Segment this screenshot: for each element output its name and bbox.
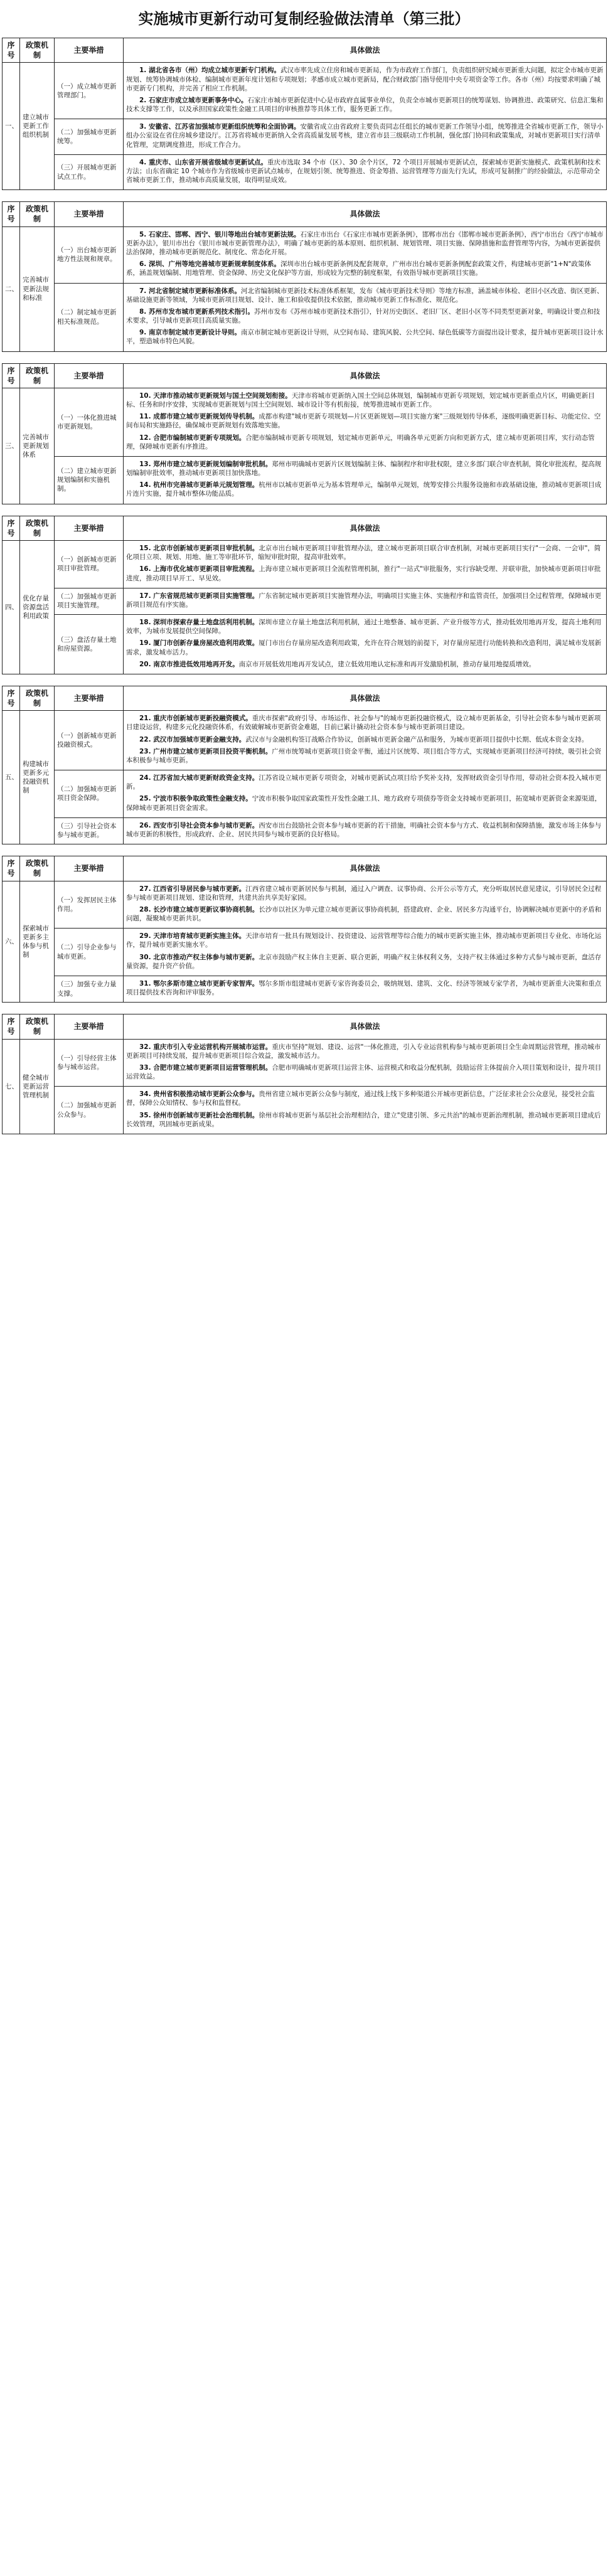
practice-item [126,774,604,791]
practice-title: 32. 重庆市引入专业运营机构开展城市运营。 [139,1043,272,1051]
practice-description: 天津市培育一批具有规划设计、投资建设、运营管理等综合能力的城市更新实施主体，推动城市更新项目专业化、市场化运作，提升城市更新实施水平。 [126,932,602,949]
measure-details [124,1087,607,1134]
practice-title: 13. 郑州市建立城市更新规划编制审批机制。 [139,460,272,468]
practice-description: 南京市制定城市更新设计导则，从空间布局、建筑风貌、公共空间、绿色低碳等方面提出设计要求，提升城市更新项目设计水平，塑造城市特色风貌。 [126,329,604,346]
practice-title: 33. 合肥市建立城市更新项目运营管理机制。 [139,1063,272,1072]
practice-description: 江苏省设立城市更新专项资金，对城市更新试点项目给予奖补支持，发挥财政资金引导作用，带动社会资本投入城市更新。 [126,774,602,791]
header-mechanism: 政策机制 [20,516,55,540]
practice-description: 宁波市积极争取国家政策性开发性金融工具、地方政府专项债券等资金支持城市更新项目，拓宽城市更新资金来源渠道，保障城市更新项目资金需求。 [126,795,602,812]
header-measures: 主要举措 [55,1014,124,1039]
main-measure: （二）建立城市更新规划编制和实施机制。 [55,456,124,504]
header-measures: 主要举措 [55,686,124,710]
measure-details [124,63,607,119]
practice-item [126,735,604,744]
practice-description: 长沙市以社区为单元建立城市更新议事协商机制，搭建政府、企业、居民多方沟通平台，协调解决城市更新中的矛盾和问题，凝聚城市更新共识。 [126,905,602,923]
header-seq: 序号 [3,202,20,226]
practice-title: 30. 北京市推动产权主体参与城市更新。 [139,953,259,961]
header-mechanism: 政策机制 [20,856,55,881]
main-measure: （二）引导企业参与城市更新。 [55,929,124,976]
practice-item [126,1063,604,1081]
measure-row [3,456,607,504]
header-mechanism: 政策机制 [20,363,55,388]
section-number: 五、 [3,711,20,844]
policy-mechanism: 健全城市更新运营管理机制 [20,1039,55,1134]
measure-details [124,770,607,818]
section-number: 四、 [3,541,20,674]
practice-item [126,714,604,732]
header-seq: 序号 [3,363,20,388]
main-measure: （一）发挥居民主体作用。 [55,881,124,929]
section-table [2,363,607,504]
practice-description: 天津市将城市更新纳入国土空间总体规划，编制城市更新专项规划，划定城市更新重点片区，明确更新目标、任务和时序安排，实现城市更新规划与国土空间规划、城市设计等有机衔接，统筹推进城市更新工作。 [126,391,595,409]
practice-item [126,592,604,609]
measure-row [3,226,607,283]
measure-details [124,929,607,976]
practice-item [126,885,604,902]
practice-item [126,618,604,636]
practice-title: 31. 鄂尔多斯市建立城市更新专家智库。 [139,979,259,987]
practice-description: 徐州市将城市更新与基层社会治理相结合，建立"党建引领、多元共治"的城市更新治理机制，推动城市更新项目建成后长效管理，巩固城市更新成果。 [126,1111,601,1128]
main-measure: （二）加强城市更新公众参与。 [55,1087,124,1134]
practice-item [126,434,604,451]
measure-details [124,154,607,190]
practice-title: 24. 江苏省加大城市更新财政资金支持。 [139,774,259,782]
practice-description: 江西省建立城市更新居民参与机制，通过入户调查、议事协商、公开公示等方式，充分听取居民意见建议，引导居民全过程参与城市更新项目规划、建设和管理，共建共治共享美好家园。 [126,885,602,902]
practice-item [126,460,604,477]
practice-title: 8. 苏州市发布城市更新系列技术指引。 [139,307,254,316]
practice-item [126,747,604,765]
practice-description: 南京市开展低效用地再开发试点，建立低效用地认定标准和再开发激励机制，推动存量用地提质增效。 [238,660,536,668]
measure-row [3,1039,607,1087]
header-mechanism: 政策机制 [20,1014,55,1039]
practice-description: 武汉市与金融机构签订战略合作协议，创新城市更新金融产品和服务，为城市更新项目提供中长期、低成本资金支持。 [245,735,589,743]
practice-item [126,307,604,325]
section-number: 六、 [3,881,20,1003]
main-measure: （一）成立城市更新管理部门。 [55,63,124,119]
practice-description: 河北省编制城市更新技术标准体系框架，发布《城市更新技术导则》等地方标准，涵盖城市体检、老旧小区改造、街区更新、基础设施更新等领域，为城市更新项目规划、设计、施工和验收提供技术依据，推动城市更新工作标准化、规范化。 [126,287,604,304]
section-table [2,686,607,844]
practice-item [126,979,604,997]
measure-row [3,541,607,588]
practice-title: 25. 宁波市积极争取政策性金融支持。 [139,795,252,803]
header-details: 具体做法 [124,202,607,226]
practice-title: 34. 贵州省积极推动城市更新公众参与。 [139,1090,259,1099]
practice-title: 12. 合肥市编制城市更新专项规划。 [139,434,246,442]
header-details: 具体做法 [124,856,607,881]
practice-description: 重庆市选取 34 个市（区）、30 余个片区，72 个项目开展城市更新试点，探索城市更新实施模式、政策机制和技术方法；山东省确定 10 个城市作为省级城市更新试点城市，在规划引领、统筹推进、资金筹措、运营管理等方面先行先试，形成可复制推广的经验做法，示范带动全省城市更新工作，推动城市高质量发展，取得明显成效。 [126,158,601,184]
practice-title: 6. 深圳、广州等地完善城市更新规章制度体系。 [139,260,280,269]
practice-item [126,1043,604,1060]
practice-description: 北京市出台城市更新项目审批管理办法，建立城市更新项目联合审查机制，对城市更新项目实行"一会商、一会审"，简化项目立项、规划、用地、施工等审批环节，缩短审批时限，提高审批效率。 [126,545,601,562]
practice-title: 17. 广东省规范城市更新项目实施管理。 [139,592,259,600]
practice-item [126,122,604,149]
section-number: 一、 [3,63,20,190]
measure-details [124,817,607,844]
header-measures: 主要举措 [55,202,124,226]
practice-item [126,905,604,923]
measure-details [124,711,607,770]
document-title: 实施城市更新行动可复制经验做法清单（第三批） [138,10,470,28]
measure-details [124,456,607,504]
main-measure: （二）加强城市更新项目实施管理。 [55,588,124,614]
header-details: 具体做法 [124,1014,607,1039]
measure-row [3,711,607,770]
practice-title: 16. 上海市优化城市更新项目审批流程。 [139,565,259,573]
measure-details [124,119,607,155]
header-details: 具体做法 [124,38,607,63]
practice-item [126,287,604,304]
main-measure: （一）出台城市更新地方性法规和规章。 [55,226,124,283]
practice-title: 26. 西安市引导社会资本参与城市更新。 [139,821,259,829]
practice-item [126,391,604,409]
header-mechanism: 政策机制 [20,38,55,63]
header-measures: 主要举措 [55,363,124,388]
measure-details [124,226,607,283]
measure-row [3,929,607,976]
practice-item [126,953,604,971]
section-table [2,856,607,1003]
practice-title: 4. 重庆市、山东省开展省级城市更新试点。 [139,158,267,166]
header-details: 具体做法 [124,686,607,710]
practice-title: 29. 天津市培育城市更新实施主体。 [139,932,246,940]
practice-title: 3. 安徽省、江苏省加强城市更新组织统筹和全面协调。 [139,123,301,131]
header-row [3,516,607,540]
header-mechanism: 政策机制 [20,202,55,226]
measure-details [124,283,607,351]
header-measures: 主要举措 [55,516,124,540]
section-gap [0,674,608,686]
practice-title: 14. 杭州市完善城市更新单元规划管理。 [139,481,259,489]
practice-title: 2. 石家庄市成立城市更新事务中心。 [139,96,248,104]
practice-item [126,96,604,114]
practice-item [126,230,604,257]
header-seq: 序号 [3,856,20,881]
practice-item [126,158,604,185]
practice-title: 21. 重庆市创新城市更新投融资模式。 [139,715,252,723]
measure-row [3,119,607,155]
measure-row [3,588,607,614]
practice-title: 15. 北京市创新城市更新项目审批机制。 [139,545,259,552]
practice-description: 合肥市编制城市更新专项规划，划定城市更新单元，明确各单元更新方向和更新方式，建立城市更新项目库，实行动态管理，保障城市更新有序推进。 [126,434,595,450]
measure-row [3,63,607,119]
practice-description: 西安市出台鼓励社会资本参与城市更新的若干措施，明确社会资本参与方式、收益机制和保障措施，激发市场主体参与城市更新的积极性，形成政府、企业、居民共同参与城市更新的良好格局。 [126,821,602,838]
section-number: 三、 [3,388,20,504]
section-table [2,1014,607,1134]
practice-item [126,821,604,839]
measure-row [3,283,607,351]
practice-title: 20. 南京市推进低效用地再开发。 [139,660,239,668]
measures-table-container [0,38,608,1134]
header-row [3,363,607,388]
header-row [3,38,607,63]
main-measure: （三）开展城市更新试点工作。 [55,154,124,190]
practice-description: 苏州市发布《苏州市城市更新技术指引》，针对历史街区、老旧厂区、老旧小区等不同类型更新对象，明确设计要点和技术要求，引导城市更新项目高质量实施。 [126,307,600,325]
practice-description: 广州市统筹城市更新项目资金平衡，通过片区统筹、项目组合等方式，实现城市更新项目经济可持续，吸引社会资本积极参与城市更新。 [126,747,602,764]
main-measure: （三）加强专业力量支撑。 [55,976,124,1002]
header-seq: 序号 [3,516,20,540]
measure-details [124,388,607,456]
header-seq: 序号 [3,686,20,710]
practice-description: 厦门市出台存量房屋改造利用政策，允许在符合规划的前提下，对存量房屋进行功能转换和改造利用，满足城市发展新需求，激发城市活力。 [126,639,602,656]
measure-details [124,541,607,588]
policy-mechanism: 建立城市更新工作组织机制 [20,63,55,190]
practice-description: 北京市鼓励产权主体自主更新、联合更新，明确产权主体权利义务，支持产权主体通过多种方式参与城市更新，盘活存量资源，提升资产价值。 [126,953,602,970]
header-row [3,202,607,226]
main-measure: （二）加强城市更新统筹。 [55,119,124,155]
practice-item [126,565,604,582]
header-row [3,686,607,710]
main-measure: （三）盘活存量土地和房屋资源。 [55,615,124,674]
section-gap [0,352,608,363]
header-seq: 序号 [3,1014,20,1039]
practice-item [126,794,604,812]
practice-description: 重庆市探索"政府引导、市场运作、社会参与"的城市更新投融资模式，设立城市更新基金，引导社会资本参与城市更新项目建设运营，构建多元化投融资体系，有效破解城市更新资金难题，目前已累计撬动社会资本参与城市更新项目建设。 [126,715,601,732]
practice-description: 郑州市明确城市更新片区规划编制主体、编制程序和审批权限，建立多部门联合审查机制，简化审批流程，提高规划编制审批效率，推动城市更新项目加快落地。 [126,460,602,477]
main-measure: （一）创新城市更新项目审批管理。 [55,541,124,588]
header-row [3,856,607,881]
header-details: 具体做法 [124,516,607,540]
policy-mechanism: 完善城市更新规划体系 [20,388,55,504]
practice-title: 35. 徐州市创新城市更新社会治理机制。 [139,1111,259,1119]
section-table [2,38,607,190]
practice-item [126,1111,604,1129]
practice-description: 合肥市明确城市更新项目运营主体、运营模式和收益分配机制，鼓励运营主体提前介入项目策划和设计，提升项目运营效益。 [126,1063,602,1081]
practice-item [126,1090,604,1107]
practice-title: 22. 武汉市加强城市更新金融支持。 [139,735,246,743]
practice-item [126,260,604,277]
section-gap [0,190,608,201]
practice-title: 1. 湖北省各市（州）均成立城市更新专门机构。 [139,67,280,75]
header-mechanism: 政策机制 [20,686,55,710]
practice-title: 7. 河北省制定城市更新标准体系。 [139,287,241,295]
policy-mechanism: 探索城市更新多主体参与机制 [20,881,55,1003]
practice-title: 5. 石家庄、邯郸、西宁、银川等地出台城市更新法规。 [139,230,301,238]
measure-details [124,1039,607,1087]
practice-item [126,66,604,93]
policy-mechanism: 完善城市更新法规和标准 [20,226,55,351]
practice-description: 鄂尔多斯市组建城市更新专家咨询委员会，吸纳规划、建筑、文化、经济等领域专家学者，为城市更新重大决策和重点项目提供技术咨询和评审服务。 [126,979,602,997]
main-measure: （三）引导社会资本参与城市更新。 [55,817,124,844]
practice-description: 重庆市坚持"规划、建设、运营"一体化推进，引入专业运营机构参与城市更新项目全生命周期运营管理，推动城市更新项目可持续发展，提升城市更新项目综合效益，激发城市活力。 [126,1043,601,1060]
header-measures: 主要举措 [55,38,124,63]
practice-item [126,412,604,430]
practice-description: 贵州省建立城市更新公众参与制度，通过线上线下多种渠道公开城市更新信息，广泛征求社会公众意见，接受社会监督，保障公众知情权、参与权和监督权。 [126,1090,595,1107]
header-seq: 序号 [3,38,20,63]
practice-description: 深圳市出台城市更新条例及配套规章，广州市出台城市更新条例配套政策文件，构建城市更新"1+N"政策体系，涵盖规划编制、用地管理、资金保障、历史文化保护等方面，形成较为完整的制度框架，有效指导城市更新项目实施。 [126,260,591,277]
practice-title: 27. 江西省引导居民参与城市更新。 [139,885,246,893]
main-measure: （一）创新城市更新投融资模式。 [55,711,124,770]
practice-description: 武汉市率先成立住房和城市更新局，作为市政府工作部门，负责组织研究城市更新重大问题，拟定全市城市更新规划、统筹协调城市体检、编制城市更新年度计划和专项规划；孝感市成立城市更新局，配合财政部门指导使用中央专项资金等工作。各市（州）均按要求明确了城市更新专门机构，并完善了相应工作机制。 [126,67,604,92]
measure-row [3,770,607,818]
measure-details [124,588,607,614]
practice-title: 10. 天津市推动城市更新规划与国土空间规划衔接。 [139,391,292,400]
practice-item [126,481,604,498]
practice-description: 上海市建立城市更新项目全流程管理机制，推行"一站式"审批服务，实行容缺受理、并联审批，加快城市更新项目审批进度，推动项目早开工、早见效。 [126,565,601,582]
section-number: 二、 [3,226,20,351]
measure-details [124,615,607,674]
practice-description: 成都市构建"城市更新专项规划—片区更新规划—项目实施方案"三级规划传导体系，逐级明确更新目标、功能定位、空间布局和实施路径，确保城市更新规划有效落地实施。 [126,413,601,430]
policy-mechanism: 构建城市更新多元投融资机制 [20,711,55,844]
practice-title: 23. 广州市建立城市更新项目投资平衡机制。 [139,747,272,755]
measure-row [3,154,607,190]
measure-row [3,388,607,456]
section-table [2,516,607,674]
practice-title: 18. 深圳市探索存量土地盘活利用机制。 [139,619,259,627]
section-table [2,201,607,351]
policy-mechanism: 优化存量资源盘活利用政策 [20,541,55,674]
practice-item [126,328,604,346]
practice-title: 9. 南京市制定城市更新设计导则。 [139,329,241,337]
practice-description: 杭州市以城市更新单元为基本管理单元，编制单元规划，统筹安排公共服务设施和市政基础设施，推动城市更新项目成片连片实施，提升城市整体功能品质。 [126,481,602,498]
header-row [3,1014,607,1039]
practice-item [126,660,604,669]
measure-row [3,1087,607,1134]
practice-description: 安徽省成立由省政府主要负责同志任组长的城市更新工作领导小组，统筹推进全省城市更新工作，领导小组办公室设在省住房城乡建设厅。江苏省将城市更新纳入全省高质量发展考核，建立省市县三级联动工作机制，强化部门协同和政策集成，对城市更新项目实行清单化管理，定期调度推进，形成工作合力。 [126,123,604,149]
measure-details [124,976,607,1002]
practice-description: 广东省制定城市更新项目实施管理办法，明确项目实施主体、实施程序和监管责任，加强项目全过程管理，保障城市更新项目规范有序实施。 [126,592,602,609]
measure-details [124,881,607,929]
section-number: 七、 [3,1039,20,1134]
section-gap [0,504,608,516]
main-measure: （二）制定城市更新相关标准规范。 [55,283,124,351]
measure-row [3,976,607,1002]
measure-row [3,881,607,929]
practice-title: 28. 长沙市建立城市更新议事协商机制。 [139,905,259,913]
measure-row [3,817,607,844]
measure-row [3,615,607,674]
main-measure: （一）引导经营主体参与城市运营。 [55,1039,124,1087]
practice-description: 石家庄市出台《石家庄市城市更新条例》，邯郸市出台《邯郸市城市更新条例》，西宁市出台《西宁市城市更新办法》，银川市出台《银川市城市更新管理办法》，明确了城市更新的基本原则、组织机制、规划管理、项目实施、保障措施和监督管理等内容，为城市更新提供法治保障，推动城市更新规范化、制度化、常态化开展。 [126,230,604,256]
practice-title: 11. 成都市建立城市更新规划传导机制。 [139,413,259,421]
practice-title: 19. 厦门市创新存量房屋改造利用政策。 [139,639,259,647]
main-measure: （二）加强城市更新项目资金保障。 [55,770,124,818]
practice-description: 深圳市建立存量土地盘活利用机制，通过土地整备、城市更新、产业升级等方式，推动低效用地再开发，提高土地利用效率，为城市发展提供空间保障。 [126,619,602,636]
practice-item [126,544,604,562]
main-measure: （一）一体化推进城市更新规划。 [55,388,124,456]
practice-item [126,639,604,656]
section-gap [0,1003,608,1014]
practice-item [126,932,604,949]
header-details: 具体做法 [124,363,607,388]
section-gap [0,844,608,856]
practice-description: 石家庄市城市更新促进中心是市政府直属事业单位，负责全市城市更新项目的统筹谋划、协调推进、政策研究、信息汇集和技术支撑等工作，以及承担国家政策性金融工具项目的审核推荐等具体工作，服务更新工作。 [126,96,604,114]
header-measures: 主要举措 [55,856,124,881]
